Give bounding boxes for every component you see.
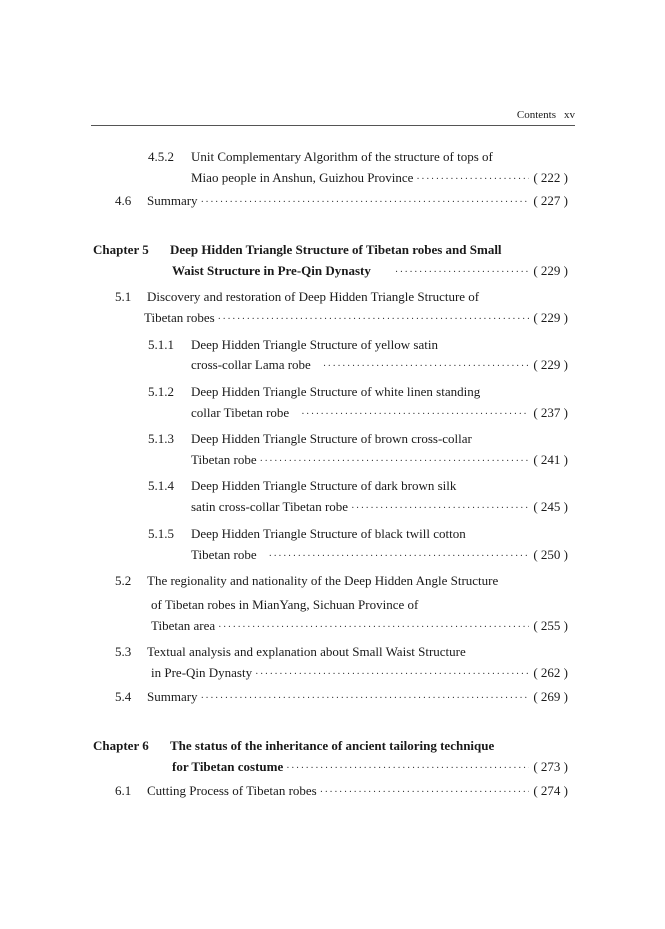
leader-dots [201,195,530,211]
leader-dots [218,620,529,636]
leader-dots [395,265,529,281]
entry-title-line: Tibetan area [151,618,216,633]
entry-title-line: Tibetan robe [191,452,257,467]
toc-entry-5-1-4 [148,478,457,494]
section-number: 5.1.4 [148,478,174,493]
leader-dots [201,691,530,707]
toc-entry-5-1-3-cont [191,452,568,468]
leader-dots [416,172,529,188]
leader-dots [255,667,529,683]
toc-entry-6-1 [115,783,568,799]
section-number: 6.1 [115,783,132,798]
entry-title-line: The regionality and nationality of the Deep Hidden Angle Structure [147,573,499,588]
toc-entry-5-1-3 [148,431,472,447]
page-reference: ( 273 ) [533,759,568,774]
toc-entry-4-5-2-cont [191,170,568,186]
chapter-number: Chapter 5 [93,242,149,257]
toc-entry-4-6 [115,193,568,209]
section-number: 5.2 [115,573,132,588]
entry-title-line: Summary [147,193,198,208]
page-reference: ( 237 ) [533,405,568,420]
entry-title-line: collar Tibetan robe [191,405,290,420]
toc-entry-5-1-cont [144,310,568,326]
section-number: 5.3 [115,644,132,659]
entry-title-line: Tibetan robe [191,547,257,562]
leader-dots [301,407,529,423]
entry-title-line: Deep Hidden Triangle Structure of brown cross-collar [191,431,472,446]
entry-title-line: of Tibetan robes in MianYang, Sichuan Province of [151,597,419,612]
page-reference: ( 274 ) [533,783,568,798]
entry-title-line: Deep Hidden Triangle Structure of dark brown silk [191,478,457,493]
toc-entry-5-3 [115,644,466,660]
leader-dots [351,501,529,517]
entry-title-line: Deep Hidden Triangle Structure of yellow satin [191,337,438,352]
page-reference: ( 269 ) [533,689,568,704]
entry-title-line: Deep Hidden Triangle Structure of white linen standing [191,384,481,399]
leader-dots [286,761,529,777]
toc-entry-5-3-cont [151,665,568,681]
toc-entry-5-1-4-cont [191,499,568,515]
toc-entry-5-1-1 [148,337,438,353]
chapter-number: Chapter 6 [93,738,149,753]
entry-title-line: Summary [147,689,198,704]
toc-chapter-5-cont [172,263,568,279]
page-reference: ( 227 ) [533,193,568,208]
section-number: 5.1.3 [148,431,174,446]
page-reference: ( 245 ) [533,499,568,514]
page-reference: ( 255 ) [533,618,568,633]
toc-entry-5-1-5 [148,526,466,542]
section-number: 4.5.2 [148,149,174,164]
section-number: 5.4 [115,689,132,704]
entry-title-line: Discovery and restoration of Deep Hidden Triangle Structure of [147,289,480,304]
toc-entry-5-1 [115,289,480,305]
leader-dots [320,785,530,801]
entry-title-line: Unit Complementary Algorithm of the structure of tops of [191,149,493,164]
section-number: 5.1.5 [148,526,174,541]
toc-entry-5-1-2-cont [191,405,568,421]
chapter-title-line: for Tibetan costume [172,759,284,774]
section-number: 5.1 [115,289,132,304]
chapter-title-line: The status of the inheritance of ancient tailoring technique [170,738,495,753]
toc-entry-5-2-cont2 [151,618,568,634]
page-reference: ( 229 ) [533,357,568,372]
entry-title-line: Miao people in Anshun, Guizhou Province [191,170,414,185]
section-number: 5.1.1 [148,337,174,352]
leader-dots [218,312,530,328]
entry-title-line: Cutting Process of Tibetan robes [147,783,317,798]
entry-title-line: satin cross-collar Tibetan robe [191,499,349,514]
header-page-number: xv [564,109,575,121]
section-number: 5.1.2 [148,384,174,399]
toc-chapter-5 [93,242,502,258]
entry-title-line: Deep Hidden Triangle Structure of black twill cotton [191,526,466,541]
page-reference: ( 222 ) [533,170,568,185]
page-reference: ( 250 ) [533,547,568,562]
header-title: Contents [516,109,556,121]
leader-dots [260,454,530,470]
toc-entry-5-2 [115,573,499,589]
leader-dots [323,359,529,375]
toc-chapter-6 [93,738,495,754]
page-reference: ( 229 ) [533,310,568,325]
toc-entry-5-1-5-cont [191,547,568,563]
page-reference: ( 229 ) [533,263,568,278]
section-number: 4.6 [115,193,132,208]
toc-entry-5-2-cont [151,597,418,613]
page-reference: ( 262 ) [533,665,568,680]
entry-title-line: in Pre-Qin Dynasty [151,665,253,680]
toc-entry-5-4 [115,689,568,705]
page-reference: ( 241 ) [533,452,568,467]
entry-title-line: cross-collar Lama robe [191,357,311,372]
chapter-title-line: Deep Hidden Triangle Structure of Tibetan robes and Small [170,242,502,257]
leader-dots [269,549,530,565]
toc-chapter-6-cont [172,759,568,775]
toc-entry-5-1-1-cont [191,357,568,373]
toc-entry-4-5-2 [148,149,493,165]
toc-entry-5-1-2 [148,384,481,400]
entry-title-line: Textual analysis and explanation about Small Waist Structure [147,644,466,659]
chapter-title-line: Waist Structure in Pre-Qin Dynasty [172,263,371,278]
entry-title-line: Tibetan robes [144,310,215,325]
